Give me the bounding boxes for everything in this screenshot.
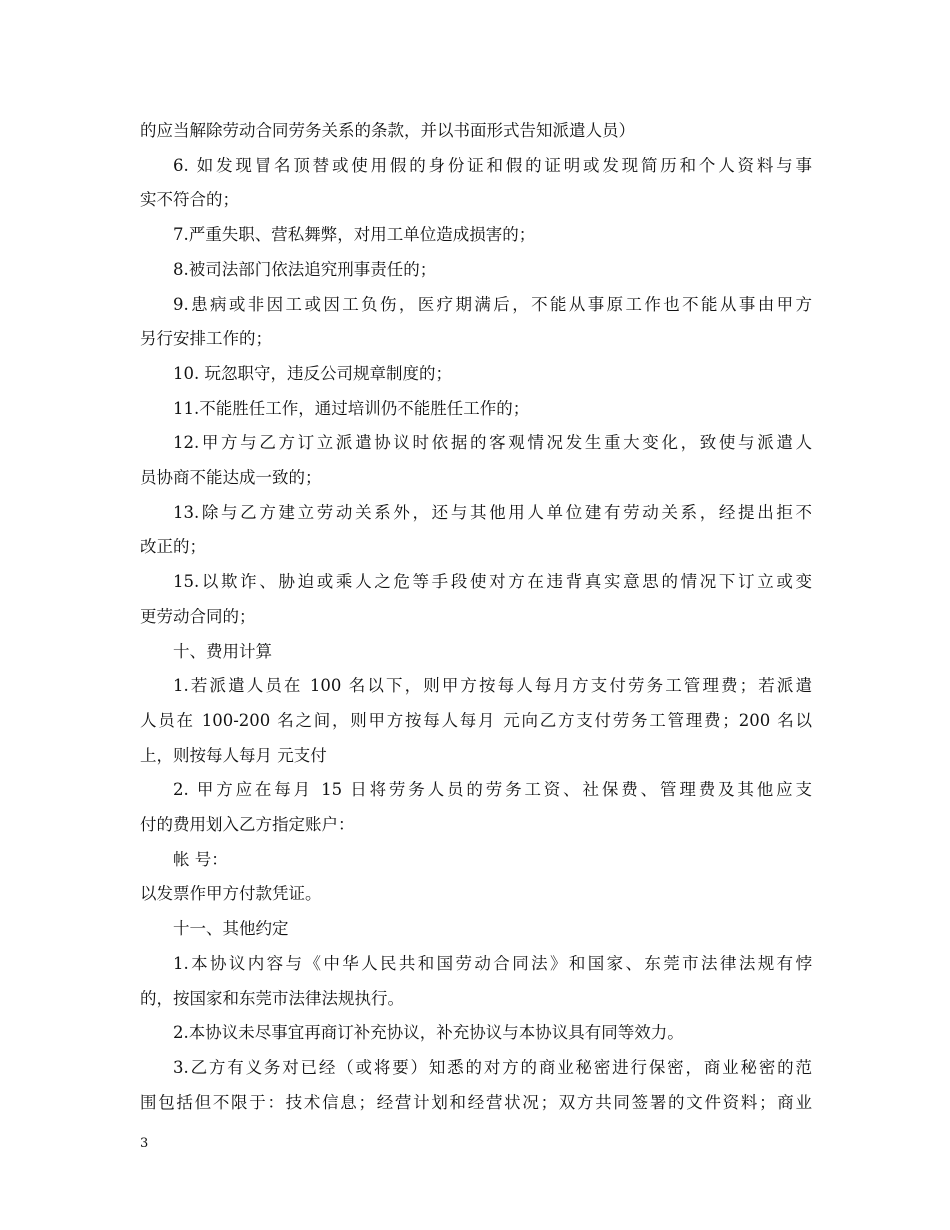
text-line: 员协商不能达成一致的； — [140, 468, 322, 488]
text-line: 12.甲方与乙方订立派遣协议时依据的客观情况发生重大变化，致使与派遣人 — [173, 433, 812, 453]
text-line: 15.以欺诈、胁迫或乘人之危等手段使对方在违背真实意思的情况下订立或变 — [173, 572, 812, 592]
text-line: 6. 如发现冒名顶替或使用假的身份证和假的证明或发现简历和个人资料与事 — [173, 155, 812, 175]
text-line: 人员在 100-200 名之间，则甲方按每人每月 元向乙方支付劳务工管理费；200 名以 — [140, 710, 812, 730]
text-line: 另行安排工作的； — [140, 329, 272, 349]
text-line: 围包括但不限于：技术信息；经营计划和经营状况；双方共同签署的文件资料；商业 — [140, 1092, 812, 1112]
text-line: 的应当解除劳动合同劳务关系的条款，并以书面形式告知派遣人员） — [140, 121, 635, 140]
text-line: 2. 甲方应在每月 15 日将劳务人员的劳务工资、社保费、管理费及其他应支 — [173, 780, 812, 800]
text-line: 以发票作甲方付款凭证。 — [140, 884, 322, 904]
text-line: 更劳动合同的； — [140, 606, 256, 626]
text-line: 3.乙方有义务对已经（或将要）知悉的对方的商业秘密进行保密，商业秘密的范 — [173, 1057, 812, 1077]
section-heading: 十一、其他约定 — [173, 919, 289, 939]
text-line: 的，按国家和东莞市法律法规执行。 — [140, 988, 404, 1008]
text-line: 帐 号： — [173, 849, 228, 869]
text-line: 11.不能胜任工作，通过培训仍不能胜任工作的； — [173, 398, 530, 418]
page-number: 3 — [140, 1136, 149, 1151]
text-line: 7.严重失职、营私舞弊，对用工单位造成损害的； — [173, 225, 536, 245]
text-line: 2.本协议未尽事宜再商订补充协议，补充协议与本协议具有同等效力。 — [173, 1023, 684, 1043]
text-line: 8.被司法部门依法追究刑事责任的； — [173, 259, 437, 279]
text-line: 1.若派遣人员在 100 名以下，则甲方按每人每月方支付劳务工管理费；若派遣 — [173, 676, 812, 696]
text-line: 13.除与乙方建立劳动关系外，还与其他用人单位建有劳动关系，经提出拒不 — [173, 502, 812, 522]
text-line: 1.本协议内容与《中华人民共和国劳动合同法》和国家、东莞市法律法规有悖 — [173, 953, 812, 973]
text-line: 10. 玩忽职守，违反公司规章制度的； — [173, 363, 452, 383]
section-heading: 十、费用计算 — [173, 641, 272, 661]
text-line: 9.患病或非因工或因工负伤，医疗期满后，不能从事原工作也不能从事由甲方 — [173, 294, 812, 314]
text-line: 上，则按每人每月 元支付 — [140, 745, 327, 765]
text-line: 改正的； — [140, 537, 206, 557]
text-line: 实不符合的； — [140, 190, 239, 210]
text-line: 付的费用划入乙方指定账户： — [140, 815, 355, 835]
document-body — [140, 114, 812, 1120]
